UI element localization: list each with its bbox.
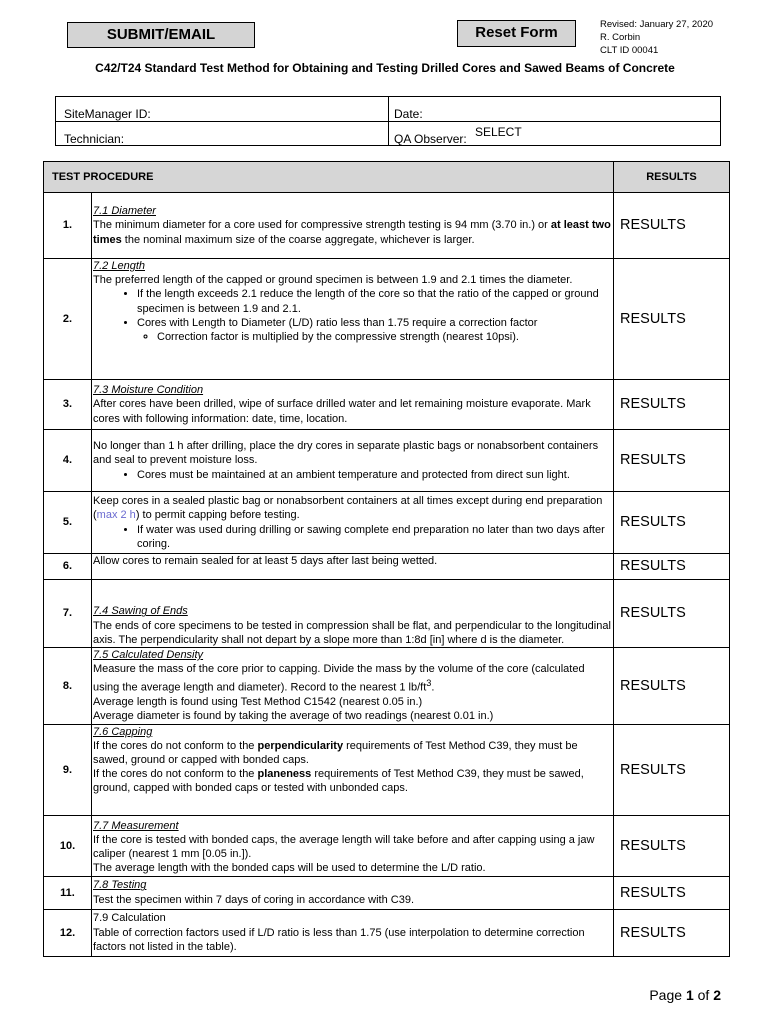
table-row [44, 492, 730, 554]
results-field[interactable]: RESULTS [614, 648, 730, 725]
header-info-box [55, 96, 721, 146]
row-number: 8. [44, 648, 92, 725]
procedure-text: If the cores do not conform to the [93, 739, 258, 752]
results-field[interactable]: RESULTS [614, 724, 730, 815]
procedure-cell [92, 815, 614, 876]
reset-form-button[interactable]: Reset Form [457, 20, 576, 47]
procedure-text: Test the specimen within 7 days of coring in accordance with C39. [93, 893, 414, 906]
procedure-cell [92, 580, 614, 648]
table-row [44, 909, 730, 956]
procedure-cell [92, 193, 614, 259]
procedure-bold: at least two times [93, 219, 611, 246]
qa-observer-label: QA Observer: [394, 132, 467, 146]
row-number: 11. [44, 876, 92, 909]
procedure-text: requirements of Test Method C39, they must be sawed, ground, capped with bonded caps or tested with unbonded caps. [93, 768, 584, 795]
procedure-cell [92, 876, 614, 909]
row-number: 6. [44, 554, 92, 580]
table-row [44, 554, 730, 580]
results-field[interactable]: RESULTS [614, 580, 730, 648]
procedure-text: Average length is found using Test Method C1542 (nearest 0.05 in.) [93, 696, 423, 709]
procedure-text: The ends of core specimens to be tested in compression shall be flat, and perpendicular to the longitudinal axis. The perpendicularity shall not depart by a slope more than 1:8d [in] where d is the diameter. [93, 619, 611, 646]
section-title: 7.2 Length [93, 260, 145, 272]
procedure-text: If the cores do not conform to the [93, 768, 258, 781]
procedure-cell [92, 259, 614, 380]
results-field[interactable]: RESULTS [614, 193, 730, 259]
page-number: 1 [685, 987, 694, 1003]
row-number: 9. [44, 724, 92, 815]
table-row [44, 648, 730, 725]
results-header: RESULTS [614, 162, 730, 193]
bullet-list [93, 287, 612, 344]
section-title: 7.5 Calculated Density [93, 649, 204, 661]
row-number: 10. [44, 815, 92, 876]
results-field[interactable]: RESULTS [614, 259, 730, 380]
procedure-text: The minimum diameter for a core used for compressive strength testing is 94 mm (3.70 in.) or [93, 219, 551, 232]
procedure-text: Keep cores in a sealed plastic bag or nonabsorbent containers at all times except during end preparation ( [93, 495, 603, 522]
qa-observer-select[interactable]: SELECT [475, 125, 522, 139]
revision-author: R. Corbin [600, 32, 641, 43]
procedure-text: . [431, 682, 435, 695]
table-row [44, 580, 730, 648]
table-row [44, 815, 730, 876]
procedure-text: the nominal maximum size of the coarse aggregate, whichever is larger. [121, 233, 475, 246]
submit-email-button[interactable]: SUBMIT/EMAIL [67, 22, 255, 48]
table-row [44, 430, 730, 492]
results-field[interactable]: RESULTS [614, 492, 730, 554]
procedure-highlight: max 2 h [96, 509, 136, 522]
revision-clt-id: CLT ID 00041 [600, 45, 659, 56]
section-title: 7.6 Capping [93, 725, 153, 738]
procedure-cell [92, 909, 614, 956]
procedure-text: Allow cores to remain sealed for at least 5 days after last being wetted. [93, 555, 438, 567]
date-field[interactable]: Date: [394, 107, 423, 121]
procedure-text: If the core is tested with bonded caps, the average length will take before and after capping using a jaw caliper (nearest 1 mm [0.05 in.]). [93, 834, 595, 861]
row-number: 3. [44, 380, 92, 430]
procedure-text: Table of correction factors used if L/D ratio is less than 1.75 (use interpolation to determine correction factors not listed in the table). [93, 926, 585, 953]
row-number: 4. [44, 430, 92, 492]
procedure-cell [92, 380, 614, 430]
revision-info [600, 18, 713, 57]
bullet-item: • If the length exceeds 2.1 reduce the length of the core so that the ratio of the capped or ground specimen is between 1.9 and 2.1. [137, 287, 612, 315]
row-number: 2. [44, 259, 92, 380]
results-field[interactable]: RESULTS [614, 876, 730, 909]
bullet-item: • Cores must be maintained at an ambient temperature and protected from direct sun light. [137, 468, 612, 482]
procedure-cell [92, 430, 614, 492]
procedure-bold: perpendicularity [257, 739, 344, 752]
technician-field[interactable]: Technician: [64, 132, 125, 146]
page-word: Page [649, 987, 686, 1003]
procedure-text: Measure the mass of the core prior to capping. Divide the mass by the volume of the core (calculated using the average length and diameter). Record to the nearest 1 lb/ft [93, 663, 585, 695]
row-number: 7. [44, 580, 92, 648]
procedure-text: The preferred length of the capped or ground specimen is between 1.9 and 2.1 times the diameter. [93, 274, 573, 287]
section-title: 7.4 Sawing of Ends [93, 605, 188, 618]
page-indicator [649, 987, 721, 1003]
procedure-text: requirements of Test Method C39, they must be sawed, ground or capped with bonded caps. [93, 739, 578, 767]
bullet-item: • If water was used during drilling or sawing complete end preparation no later than two days after coring. [137, 523, 612, 551]
table-row [44, 724, 730, 815]
test-procedure-table [43, 161, 730, 957]
procedure-text: After cores have been drilled, wipe of surface drilled water and let remaining moisture evaporate. Mark cores with following information: date, time, location. [93, 398, 591, 425]
sub-bullet-item: ◦ Correction factor is multiplied by the compressive strength (nearest 10psi). [157, 330, 612, 344]
procedure-text: The average length with the bonded caps will be used to determine the L/D ratio. [93, 862, 486, 875]
procedure-cell [92, 492, 614, 554]
section-title: 7.8 Testing [93, 879, 147, 892]
table-row [44, 193, 730, 259]
results-field[interactable]: RESULTS [614, 554, 730, 580]
section-title: 7.3 Moisture Condition [93, 384, 204, 397]
results-field[interactable]: RESULTS [614, 380, 730, 430]
procedure-cell [92, 724, 614, 815]
table-row [44, 259, 730, 380]
section-title: 7.7 Measurement [93, 819, 179, 832]
bullet-item [137, 316, 612, 344]
section-title: 7.1 Diameter [93, 205, 156, 218]
superscript: 3 [426, 678, 432, 689]
row-number: 12. [44, 909, 92, 956]
sub-bullet-list [137, 330, 612, 344]
procedure-bold: planeness [257, 768, 312, 781]
header-divider-horizontal [56, 121, 720, 122]
row-number: 5. [44, 492, 92, 554]
table-row [44, 876, 730, 909]
page-title: C42/T24 Standard Test Method for Obtaining and Testing Drilled Cores and Sawed Beams of Concrete [95, 61, 675, 75]
procedure-text: ) to permit capping before testing. [135, 509, 300, 522]
bullet-list [93, 468, 612, 482]
procedure-text: Average diameter is found by taking the average of two readings (nearest 0.01 in.) [93, 710, 494, 723]
bullet-list [93, 523, 612, 551]
of-word: of [693, 987, 714, 1003]
bullet-text: Cores with Length to Diameter (L/D) ratio less than 1.75 require a correction factor [137, 316, 538, 329]
procedure-cell [92, 648, 614, 725]
procedure-text: No longer than 1 h after drilling, place the dry cores in separate plastic bags or nonabsorbent containers and seal to prevent moisture loss. [93, 440, 599, 467]
section-title: 7.9 Calculation [93, 912, 166, 925]
revision-date: Revised: January 27, 2020 [600, 19, 714, 30]
results-field[interactable]: RESULTS [614, 909, 730, 956]
results-field[interactable]: RESULTS [614, 430, 730, 492]
table-row [44, 380, 730, 430]
sitemanager-id-field[interactable]: SiteManager ID: [64, 107, 151, 121]
procedure-cell [92, 554, 614, 580]
results-field[interactable]: RESULTS [614, 815, 730, 876]
test-procedure-header: TEST PROCEDURE [44, 162, 614, 193]
page-total: 2 [713, 987, 721, 1003]
row-number: 1. [44, 193, 92, 259]
